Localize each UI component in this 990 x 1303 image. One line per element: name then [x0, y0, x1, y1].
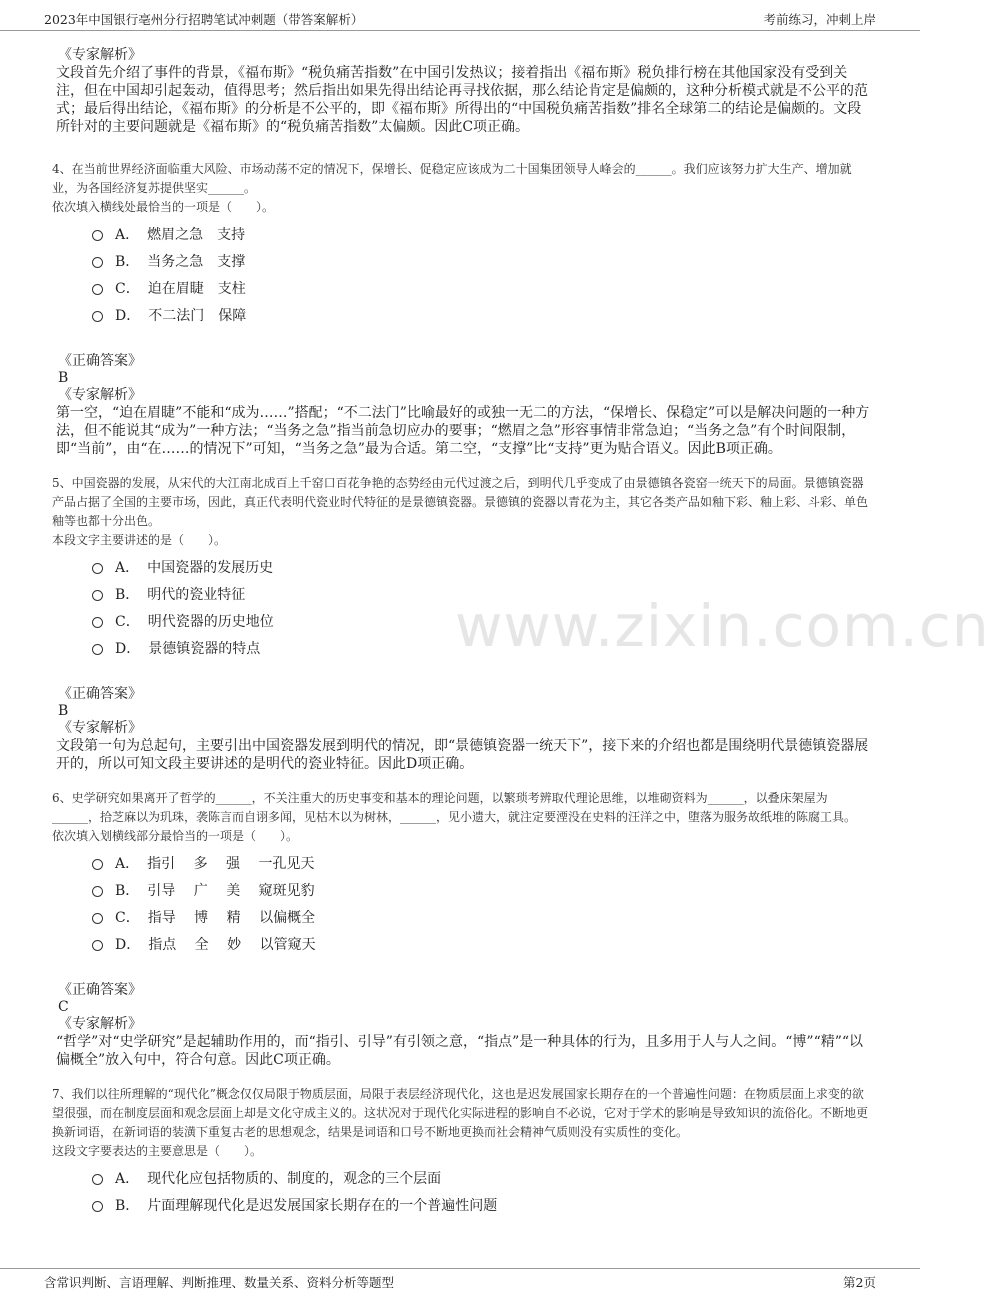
question-prompt: 本段文字主要讲述的是（ ）。	[52, 533, 227, 547]
option-a[interactable]: A． 指引 多 强 一孔见天	[92, 849, 872, 876]
option-a[interactable]: A． 中国瓷器的发展历史	[92, 553, 872, 580]
expert-analysis-text: 第一空，“迫在眉睫”不能和“成为……”搭配；“不二法门”比喻最好的或独一无二的方法，“保增长、保稳定”可以是解决问题的一种方法，但不能说其“成为”一种方法；“当务之急”指当前急切应办的要事；“燃眉之急”形容事情非常急迫；“当务之急”有个时间限制，即“当前”，由“在……的情况下”可知，“当务之急”最为合适。第二空，“支撑”比“支持”更为贴合语义。因此B项正确。	[56, 405, 870, 457]
radio-icon[interactable]	[92, 886, 103, 897]
option-list	[92, 849, 872, 957]
option-list	[92, 220, 872, 328]
header-slogan: 考前练习，冲刺上岸	[763, 12, 876, 27]
option-list	[92, 553, 872, 661]
question-block	[52, 1085, 872, 1218]
question-prompt: 依次填入横线处最恰当的一项是（ ）。	[52, 200, 275, 214]
watermark: www.zixin.com.cn	[455, 592, 990, 660]
option-a[interactable]: A． 燃眉之急 支持	[92, 220, 872, 247]
document-title: 2023年中国银行亳州分行招聘笔试冲刺题（带答案解析）	[44, 12, 364, 27]
option-c[interactable]: C． 明代瓷器的历史地位	[92, 607, 872, 634]
option-b[interactable]: B． 片面理解现代化是迟发展国家长期存在的一个普遍性问题	[92, 1191, 872, 1218]
option-d[interactable]: D． 不二法门 保障	[92, 301, 872, 328]
correct-answer-label: 《正确答案》	[58, 982, 142, 998]
radio-icon[interactable]	[92, 644, 103, 655]
page-footer	[0, 1268, 920, 1303]
option-c[interactable]: C． 指导 博 精 以偏概全	[92, 903, 872, 930]
question-text: 5、中国瓷器的发展，从宋代的大江南北成百上千窑口百花争艳的态势经由元代过渡之后，到明代几乎变成了由景德镇各瓷窑一统天下的局面。景德镇瓷器产品占据了全国的主要市场，因此，真正代表明代瓷业时代特征的是景德镇瓷器。景德镇的瓷器以青花为主，其它各类产品如釉下彩、釉上彩、斗彩、单色釉等也都十分出色。	[52, 476, 869, 528]
radio-icon[interactable]	[92, 284, 103, 295]
question-block	[52, 160, 872, 458]
question-text: 7、我们以往所理解的“现代化”概念仅仅局限于物质层面，局限于表层经济现代化，这也是迟发展国家长期存在的一个普遍性问题：在物质层面上求变的欲望很强，而在制度层面和观念层面上却是文化守成主义的。这状况对于现代化实际进程的影响自不必说，它对于学术的影响是导致知识的流俗化。不断地更换新词语，在新词语的装潢下重复古老的思想观念，结果是词语和口号不断地更换而社会精神气质则没有实质性的变化。	[52, 1087, 869, 1139]
expert-analysis-text: 文段第一句为总起句，主要引出中国瓷器发展到明代的情况，即“景德镇瓷器一统天下”，接下来的介绍也都是围绕明代景德镇瓷器展开的，所以可知文段主要讲述的是明代的瓷业特征。因此D项正确。	[56, 738, 869, 772]
radio-icon[interactable]	[92, 859, 103, 870]
page-header	[0, 0, 920, 31]
correct-answer: B	[58, 703, 69, 719]
correct-answer-label: 《正确答案》	[58, 353, 142, 369]
question-prompt: 依次填入划横线部分最恰当的一项是（ ）。	[52, 829, 299, 843]
expert-analysis-label: 《专家解析》	[58, 1016, 142, 1032]
option-b[interactable]: B． 当务之急 支撑	[92, 247, 872, 274]
footer-description: 含常识判断、言语理解、判断推理、数量关系、资料分析等题型	[44, 1275, 395, 1290]
radio-icon[interactable]	[92, 940, 103, 951]
question-text: 4、在当前世界经济面临重大风险、市场动荡不定的情况下，保增长、促稳定应该成为二十国集团领导人峰会的______。我们应该努力扩大生产、增加就业，为各国经济复苏提供坚实______。	[52, 162, 852, 195]
question-prompt: 这段文字要表达的主要意思是（ ）。	[52, 1144, 263, 1158]
radio-icon[interactable]	[92, 1174, 103, 1185]
expert-analysis-label: 《专家解析》	[58, 47, 142, 63]
option-list	[92, 1164, 872, 1218]
radio-icon[interactable]	[92, 913, 103, 924]
radio-icon[interactable]	[92, 590, 103, 601]
document-body	[52, 46, 872, 1218]
radio-icon[interactable]	[92, 1201, 103, 1212]
option-c[interactable]: C． 迫在眉睫 支柱	[92, 274, 872, 301]
question-block	[52, 474, 872, 773]
page-number: 第2页	[843, 1275, 876, 1290]
radio-icon[interactable]	[92, 311, 103, 322]
option-b[interactable]: B． 明代的瓷业特征	[92, 580, 872, 607]
expert-analysis-label: 《专家解析》	[58, 720, 142, 736]
correct-answer: C	[58, 999, 69, 1015]
expert-analysis-label: 《专家解析》	[58, 387, 142, 403]
radio-icon[interactable]	[92, 617, 103, 628]
option-b[interactable]: B． 引导 广 美 窥斑见豹	[92, 876, 872, 903]
option-a[interactable]: A． 现代化应包括物质的、制度的，观念的三个层面	[92, 1164, 872, 1191]
option-d[interactable]: D． 指点 全 妙 以管窥天	[92, 930, 872, 957]
option-d[interactable]: D． 景德镇瓷器的特点	[92, 634, 872, 661]
radio-icon[interactable]	[92, 257, 103, 268]
question-block	[52, 789, 872, 1069]
expert-analysis-text: 文段首先介绍了事件的背景，《福布斯》“税负痛苦指数”在中国引发热议；接着指出《福布斯》税负排行榜在其他国家没有受到关注，但在中国却引起轰动，值得思考；然后指出如果先得出结论再寻找依据，那么结论肯定是偏颇的，这种分析模式就是不公平的范式；最后得出结论，《福布斯》的分析是不公平的，即《福布斯》所得出的“中国税负痛苦指数”排名全球第二的结论是偏颇的。文段所针对的主要问题就是《福布斯》的“税负痛苦指数”太偏颇。因此C项正确。	[56, 65, 868, 135]
radio-icon[interactable]	[92, 230, 103, 241]
question-text: 6、史学研究如果离开了哲学的______，不关注重大的历史事变和基本的理论问题，以繁琐考辨取代理论思维，以堆砌资料为______，以叠床架屋为______，拾芝麻以为玑珠，袭陈言而自诩多闻，见枯木以为树林，______，见小遗大，就注定要湮没在史料的汪洋之中，堕落为服务故纸堆的陈腐工具。	[52, 791, 857, 824]
radio-icon[interactable]	[92, 563, 103, 574]
correct-answer: B	[58, 370, 69, 386]
correct-answer-label: 《正确答案》	[58, 686, 142, 702]
expert-analysis-text: “哲学”对“史学研究”是起辅助作用的，而“指引、引导”有引领之意，“指点”是一种具体的行为，且多用于人与人之间。“博”“精”“以偏概全”放入句中，符合句意。因此C项正确。	[56, 1034, 864, 1068]
